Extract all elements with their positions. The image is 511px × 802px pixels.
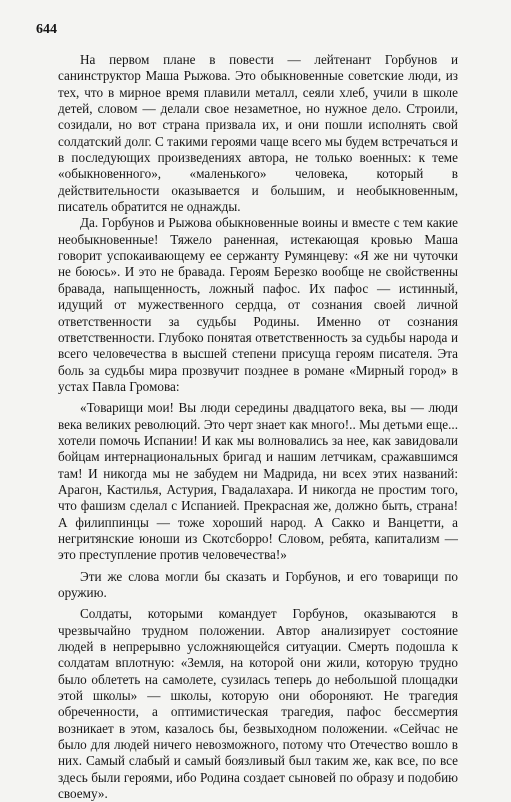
paragraph: Да. Горбунов и Рыжова обыкновенные воины и вместе с тем какие необыкновенные! Тяжело раненная, истекающая кровью Маша говорит успокаивающему ее сержанту Румянцеву: «Я же ни чуточки не боюсь». И это не бравада. Героям Березко вообще не свойственны бравада, напыщенность, ложный пафос. Их пафос — истинный, идущий от мужественного сердца, от сознания своей личной ответственности за судьбы Родины. Именно от сознания ответственности. Глубоко понятая ответственность за судьбы народа и всего человечества в высшей степени присуща героям писателя. Эта боль за судьбы мира прозвучит позднее в романе «Мирный город» в устах Павла Громова: [58, 215, 458, 394]
page-number: 644 [36, 22, 57, 37]
body-text [58, 52, 458, 802]
paragraph: Солдаты, которыми командует Горбунов, оказываются в чрезвычайно трудном положении. Автор анализирует состояние людей в непрерывно усложняющейся ситуации. Смерть подошла к солдатам вплотную: «Земля, на которой они жили, которую трудно было облететь на самолете, сузилась теперь до небольшой площадки этой школы» — школы, которую они обороняют. Не трагедия обреченности, а оптимистическая трагедия, пафос бессмертия возникает в этом, казалось бы, безвыходном положении. «Сейчас не было для людей ничего невозможного, потому что Отечество вошло в них. Самый слабый и самый боязливый был таким же, как все, по все здесь были героями, ибо Родина создает сыновей по образу и подобию своему». [58, 606, 458, 802]
quote-paragraph: «Товарищи мои! Вы люди середины двадцатого века, вы — люди века великих революций. Это черт знает как много!.. Мы детьми еще... хотели помочь Испании! И как мы волновались за нее, как завидовали бойцам интернациональных бригад и нашим летчикам, сражавшимся там! И никогда мы не забудем ни Мадрида, ни всех этих названий: Арагон, Кастилья, Астурия, Гвадалахара. И никогда не простим того, что фашизм сделал с Испанией. Прекрасная же, должно быть, страна! А филиппинцы — тоже хороший народ. А Сакко и Ванцетти, а негритянские юноши из Скотсборро! Словом, ребята, капитализм — это преступление против человечества!» [58, 400, 458, 563]
paragraph: Эти же слова могли бы сказать и Горбунов, и его товарищи по оружию. [58, 568, 458, 600]
paragraph: На первом плане в повести — лейтенант Горбунов и санинструктор Маша Рыжова. Это обыкновенные советские люди, из тех, что в мирное время плавили металл, сеяли хлеб, учили в школе детей, словом — делали свое незаметное, но нужное дело. Строили, созидали, но вот страна призвала их, и они пошли исполнять свой солдатский долг. С такими героями чаще всего мы будем встречаться и в последующих произведениях автора, не только военных: к теме «обыкновенного», «маленького» человека, который в действительности оказывается и большим, и необыкновенным, писатель обратится не однажды. [58, 52, 458, 215]
